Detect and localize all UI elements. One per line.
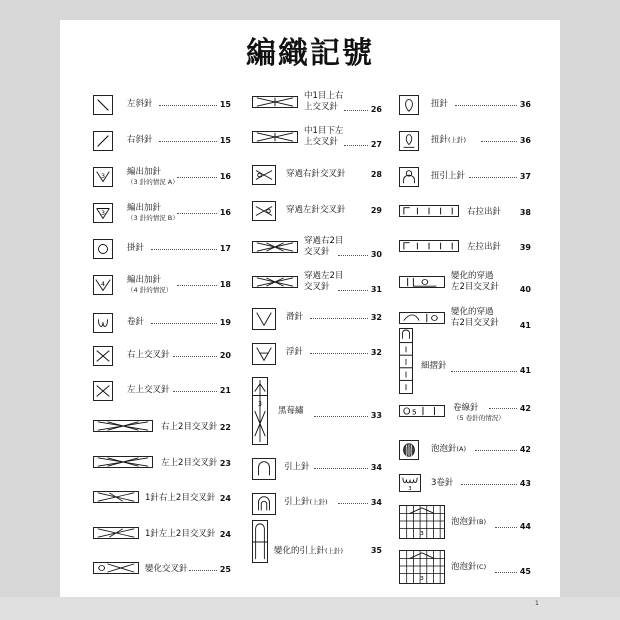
entry-through-left-2-cross: 穿過左2目 交叉針 31 [252,271,385,295]
entry-center-1-left-cross: 中1目下左 上交叉針 27 [252,126,385,150]
entry-through-right-cross: 穿過右針交叉針 28 [252,165,385,189]
tuck-stitch-purl-icon [252,493,276,515]
through-left-cross-icon [252,201,276,221]
right-slant-stitch-icon [93,131,113,151]
entry-3-wrap: 3 3卷針 43 [399,474,531,498]
entry-float-stitch: 浮針 32 [252,343,385,367]
entry-blackberry: 3 黑莓繡 33 [252,377,385,447]
center-1-right-cross-icon [252,96,298,108]
tuck-stitch-icon [252,458,276,480]
entry-left-slant: 左斜針 15 [93,95,238,119]
entry-increase-3b: 3 編出加針 （3 針的情況 B） 16 [93,203,238,227]
svg-text:3: 3 [420,576,424,583]
entry-twisted-tuck: 扭引上針 37 [399,167,531,191]
entry-center-1-right-cross: 中1目上右 上交叉針 26 [252,91,385,115]
entry-right-pull: 右拉出針 38 [399,203,531,227]
blackberry-stitch-icon [252,377,268,445]
entry-fine-pleat: 細摺針 41 [399,328,531,398]
bobble-b-icon [399,505,445,539]
variation-cross-icon [93,562,139,574]
entry-variation-through-left: 變化的穿過 左2目交叉針 40 [399,271,531,295]
left-pull-icon [399,240,459,252]
slip-stitch-icon [252,308,276,330]
right-2-cross-icon [93,420,153,432]
entry-bobble-c: 3 泡泡針(C) 45 [399,550,531,588]
center-1-left-cross-icon [252,131,298,143]
left-2-cross-icon [93,456,153,468]
left-slant-stitch-icon [93,95,113,115]
3-wrap-icon [399,474,421,492]
page-title: 編織記號 [246,36,374,71]
left-cross-icon [93,381,113,401]
bobble-c-icon [399,550,445,584]
right-pull-icon [399,205,459,217]
entry-right-slant: 右斜針 15 [93,131,238,155]
entry-left-2-cross: 左上2目交叉針 23 [93,454,238,478]
entry-bobble-a: 泡泡針(A) 42 [399,440,531,464]
entry-twisted-stitch: 扭針 36 [399,95,531,119]
entry-right-2-cross: 右上2目交叉針 22 [93,418,238,442]
twisted-tuck-icon [399,167,419,187]
entry-variation-tuck: 變化的引上針(上針) 35 [252,520,385,565]
1-right-2-cross-icon [93,491,139,503]
variation-through-right-icon [399,312,445,324]
entry-through-left-cross: 穿過左針交叉針 29 [252,201,385,225]
entry-tuck-stitch: 引上針 34 [252,458,385,482]
svg-text:3: 3 [258,399,262,409]
entry-variation-through-right: 變化的穿過 右2目交叉針 41 [399,307,531,331]
right-cross-icon [93,346,113,366]
entry-through-right-2-cross: 穿過右2目 交叉針 30 [252,236,385,260]
twisted-stitch-icon [399,95,419,115]
through-left-2-cross-icon [252,276,298,288]
svg-text:3: 3 [100,172,106,180]
entry-left-cross: 左上交叉針 21 [93,381,238,405]
svg-text:3: 3 [408,486,412,491]
svg-text:3: 3 [100,209,106,217]
float-stitch-icon [252,343,276,365]
page-number: 1 [535,600,539,607]
yarn-over-icon [93,239,113,259]
through-right-cross-icon [252,165,276,185]
entry-wrap-stitch: 卷針 19 [93,313,238,337]
increase-3-b-icon [93,203,113,223]
bobble-a-icon [399,440,419,460]
bottom-margin [0,597,620,620]
variation-through-left-icon [399,276,445,288]
entry-right-cross: 右上交叉針 20 [93,346,238,370]
svg-text:3: 3 [420,531,424,538]
entry-yarn-over: 掛針 17 [93,239,238,263]
svg-text:4: 4 [100,280,106,288]
entry-wound-stitch: 5 卷線針 （5 卷針的情況） 42 [399,403,531,427]
twisted-purl-icon [399,131,419,151]
wound-stitch-icon [399,405,445,417]
wrap-stitch-icon [93,313,113,333]
increase-3-a-icon [93,167,113,187]
entry-tuck-stitch-purl: 引上針(上針) 34 [252,493,385,517]
entry-slip-stitch: 滑針 32 [252,308,385,332]
entry-1-right-2-cross: 1針右上2目交叉針 24 [93,489,238,513]
entry-increase-3a: 3 編出加針 （3 針的情況 A） 16 [93,167,238,191]
1-left-2-cross-icon [93,527,139,539]
entry-variation-cross: 變化交叉針 25 [93,560,238,584]
entry-left-pull: 左拉出針 39 [399,238,531,262]
variation-tuck-icon [252,520,268,563]
entry-bobble-b: 3 泡泡針(B) 44 [399,505,531,543]
entry-1-left-2-cross: 1針左上2目交叉針 24 [93,525,238,549]
fine-pleat-icon [399,328,413,394]
entry-increase-4: 4 編出加針 （4 針的情況） 18 [93,275,238,299]
increase-4-icon [93,275,113,295]
entry-twisted-purl: 扭針(上針) 36 [399,131,531,155]
svg-text:5: 5 [411,407,417,416]
through-right-2-cross-icon [252,241,298,253]
